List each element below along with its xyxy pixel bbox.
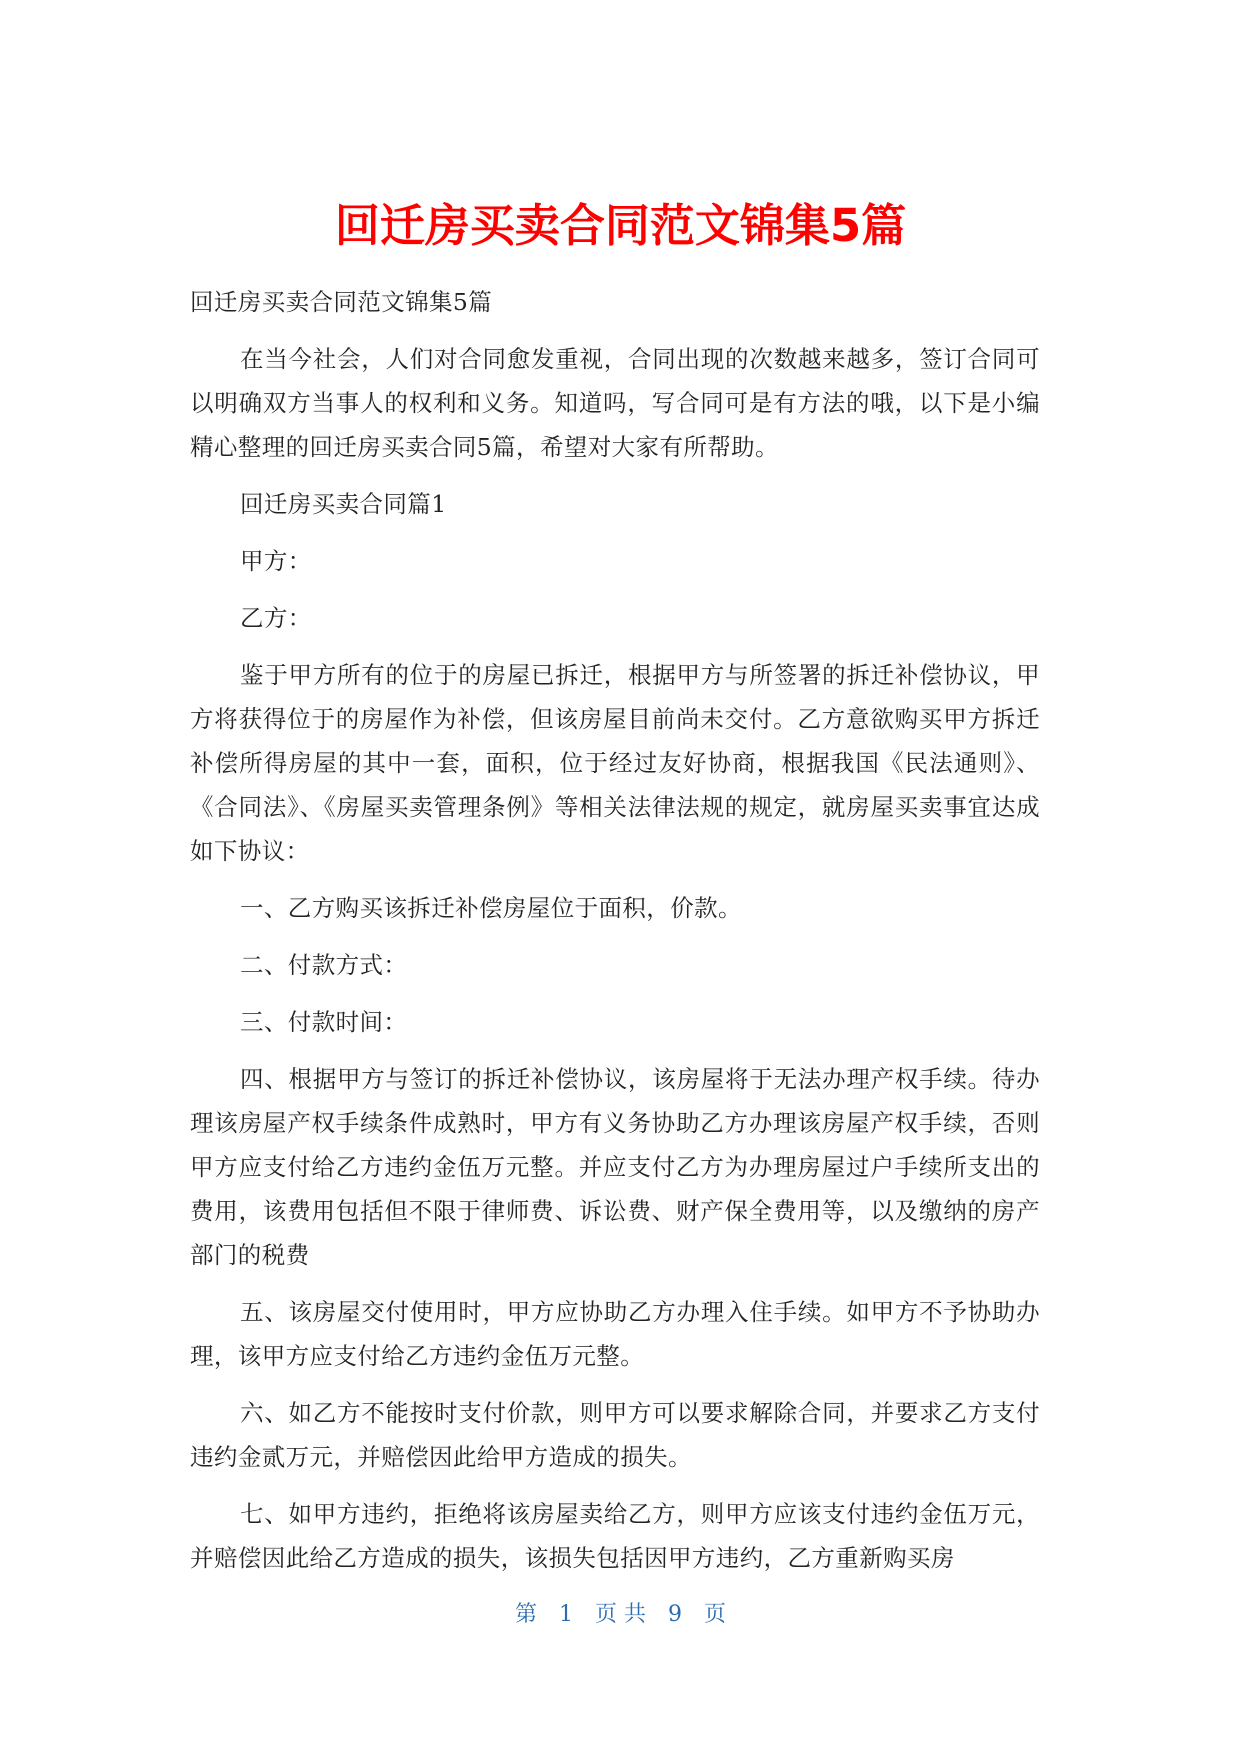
paragraph-clause-3: 三、付款时间： [240,1008,408,1036]
paragraph-clause-5: 五、该房屋交付使用时，甲方应协助乙方办理入住手续。如甲方不予协助办理，该甲方应支付给乙方违约金伍万元整。 [190,1298,1040,1370]
paragraph-recital: 鉴于甲方所有的位于的房屋已拆迁，根据甲方与所签署的拆迁补偿协议，甲方将获得位于的房屋作为补偿，但该房屋目前尚未交付。乙方意欲购买甲方拆迁补偿所得房屋的其中一套，面积，位于经过友好协商，根据我国《民法通则》、《合同法》、《房屋买卖管理条例》等相关法律法规的规定，就房屋买卖事宜达成如下协议： [190,661,1040,865]
footer-label-ye: 页 [704,1602,727,1627]
paragraph-party-a: 甲方： [240,547,312,575]
footer-page-total: 9 [668,1602,682,1627]
paragraph-clause-1: 一、乙方购买该拆迁补偿房屋位于面积，价款。 [240,894,742,922]
paragraph-clause-6: 六、如乙方不能按时支付价款，则甲方可以要求解除合同，并要求乙方支付违约金贰万元，并赔偿因此给甲方造成的损失。 [190,1399,1040,1471]
page-title: 回迁房买卖合同范文锦集5篇 [334,199,907,252]
paragraph-clause-7: 七、如甲方违约，拒绝将该房屋卖给乙方，则甲方应该支付违约金伍万元，并赔偿因此给乙方造成的损失，该损失包括因甲方违约，乙方重新购买房 [190,1500,1040,1572]
footer-label-ye-gong: 页 共 [595,1602,646,1627]
footer-label-di: 第 [514,1602,537,1627]
document-body [190,280,1040,1593]
paragraph-subtitle: 回迁房买卖合同范文锦集5篇 [190,288,493,316]
paragraph-clause-4: 四、根据甲方与签订的拆迁补偿协议，该房屋将于无法办理产权手续。待办理该房屋产权手续条件成熟时，甲方有义务协助乙方办理该房屋产权手续，否则甲方应支付给乙方违约金伍万元整。并应支付乙方为办理房屋过户手续所支出的费用，该费用包括但不限于律师费、诉讼费、财产保全费用等，以及缴纳的房产部门的税费 [190,1065,1040,1269]
page-footer [0,1597,1241,1628]
paragraph-party-b: 乙方： [240,604,312,632]
footer-page-current: 1 [559,1602,573,1627]
paragraph-clause-2: 二、付款方式： [240,951,408,979]
paragraph-contract-heading: 回迁房买卖合同篇1 [240,490,447,518]
paragraph-intro: 在当今社会，人们对合同愈发重视，合同出现的次数越来越多，签订合同可以明确双方当事人的权利和义务。知道吗，写合同可是有方法的哦，以下是小编精心整理的回迁房买卖合同5篇，希望对大家有所帮助。 [190,345,1040,461]
